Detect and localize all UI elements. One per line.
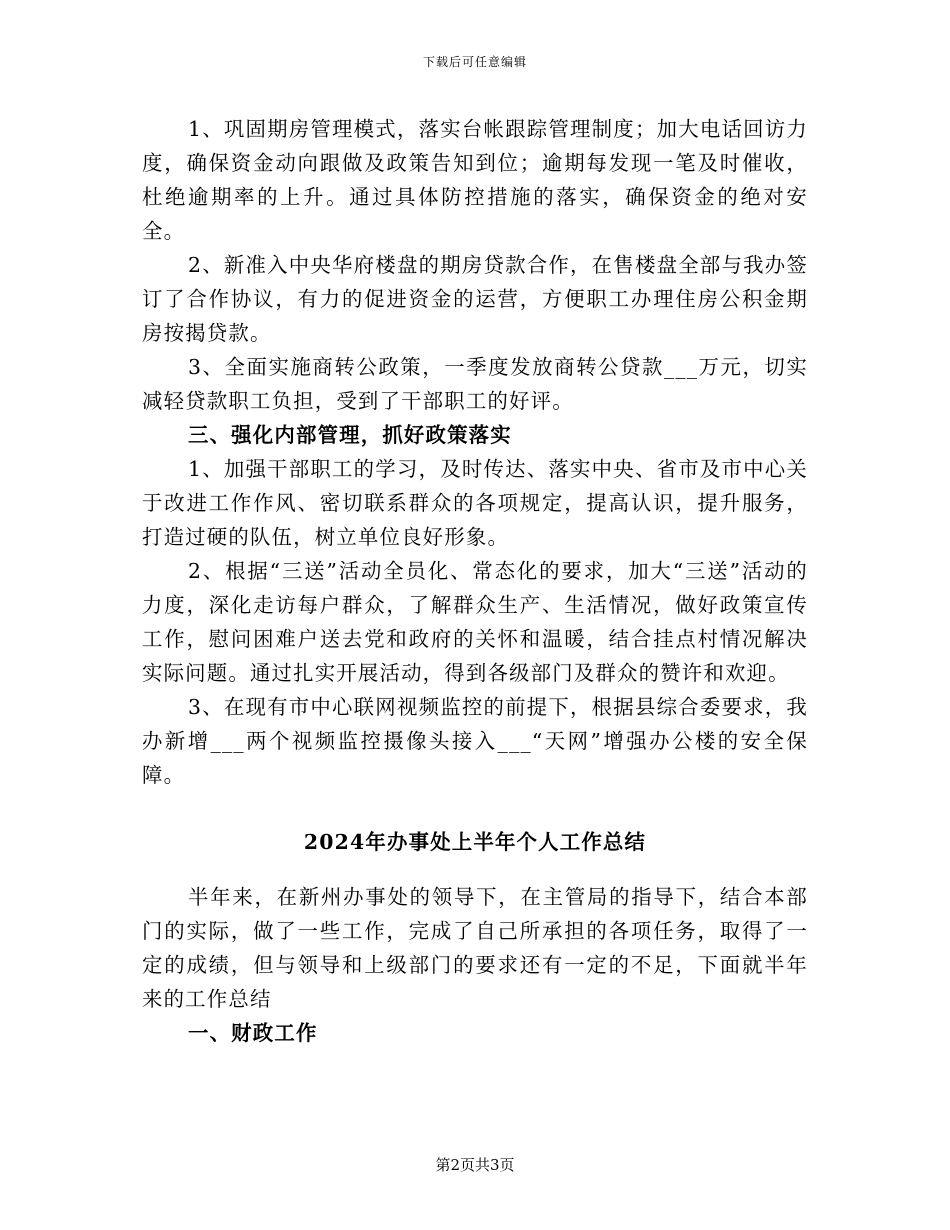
paragraph-2: 2、新准入中央华府楼盘的期房贷款合作，在售楼盘全部与我办签订了合作协议，有力的促进资金的运营，方便职工办理住房公积金期房按揭贷款。 [142,253,808,345]
paragraph-7: 半年来，在新州办事处的领导下，在主管局的指导下，结合本部门的实际，做了一些工作，完成了自己所承担的各项任务，取得了一定的成绩，但与领导和上级部门的要求还有一定的不足，下面就半年来的工作总结 [142,885,808,1011]
paragraph-6: 3、在现有市中心联网视频监控的前提下，根据县综合委要求，我办新增___两个视频监控摄像头接入___“天网”增强办公楼的安全保障。 [142,695,808,787]
document-title: 2024年办事处上半年个人工作总结 [303,830,647,854]
page-header-note: 下载后可任意编辑 [422,55,527,69]
page-indicator: 第2页共3页 [435,1156,515,1174]
paragraph-3: 3、全面实施商转公政策，一季度发放商转公贷款___万元，切实减轻贷款职工负担，受到了干部职工的好评。 [142,355,808,413]
paragraph-1: 1、巩固期房管理模式，落实台帐跟踪管理制度；加大电话回访力度，确保资金动向跟做及政策告知到位；逾期每发现一笔及时催收，杜绝逾期率的上升。通过具体防控措施的落实，确保资金的绝对安全。 [142,117,808,243]
paragraph-4: 1、加强干部职工的学习，及时传达、落实中央、省市及市中心关于改进工作作风、密切联系群众的各项规定，提高认识，提升服务，打造过硬的队伍，树立单位良好形象。 [142,457,808,549]
document-body [142,112,808,1050]
section-heading-3: 三、强化内部管理，抓好政策落实 [188,423,512,447]
section-heading-1: 一、财政工作 [188,1021,318,1045]
paragraph-5: 2、根据“三送”活动全员化、常态化的要求，加大“三送”活动的力度，深化走访每户群众，了解群众生产、生活情况，做好政策宣传工作，慰问困难户送去党和政府的关怀和温暖，结合挂点村情况解决实际问题。通过扎实开展活动，得到各级部门及群众的赞许和欢迎。 [142,559,808,685]
